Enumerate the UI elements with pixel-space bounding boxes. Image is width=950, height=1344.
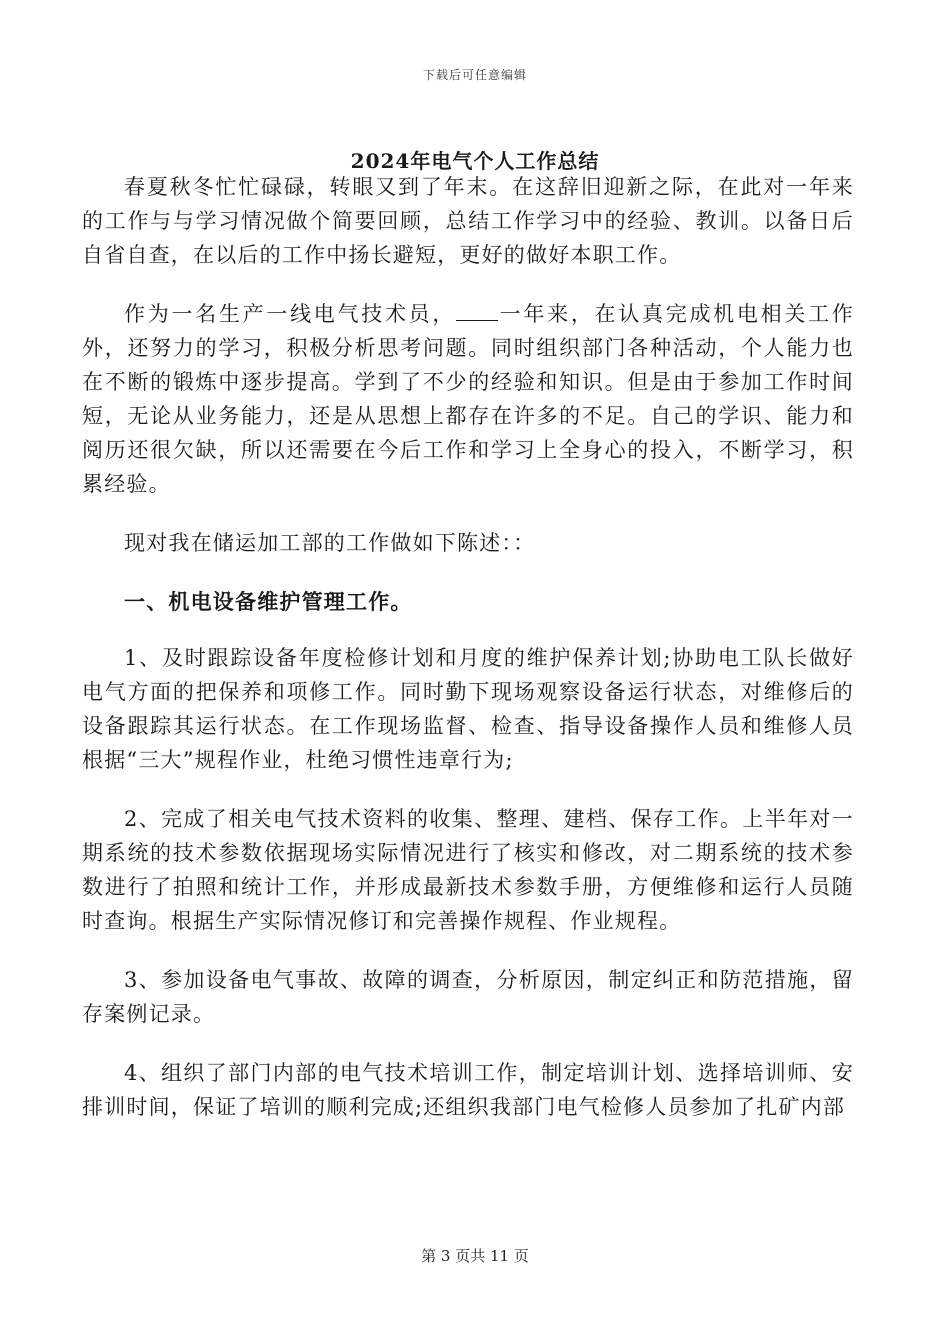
paragraph-role-end: 一年来，在认真完成机电相关工作外，还努力的学习，积极分析思考问题。同时组织部门各种活动，个人能力也在不断的锻炼中逐步提高。学到了不少的经验和知识。但是由于参加工作时间短，无论从业务能力，还是从思想上都存在许多的不足。自己的学识、能力和阅历还很欠缺，所以还需要在今后工作和学习上全身心的投入，不断学习，积累经验。	[82, 302, 854, 496]
list-item-3: 3、参加设备电气事故、故障的调查，分析原因，制定纠正和防范措施，留存案例记录。	[82, 968, 854, 1026]
list-item-2: 2、完成了相关电气技术资料的收集、整理、建档、保存工作。上半年对一期系统的技术参数依据现场实际情况进行了核实和修改，对二期系统的技术参数进行了拍照和统计工作，并形成最新技术参数手册，方便维修和运行人员随时查询。根据生产实际情况修订和完善操作规程、作业规程。	[82, 807, 854, 933]
header-note: 下载后可任意编辑	[422, 68, 527, 82]
list-item-1: 1、及时跟踪设备年度检修计划和月度的维护保养计划;协助电工队长做好电气方面的把保养和项修工作。同时勤下现场观察设备运行状态，对维修后的设备跟踪其运行状态。在工作现场监督、检查、指导设备操作人员和维修人员根据“三大”规程作业，杜绝习惯性违章行为;	[82, 646, 854, 772]
page-number: 第 3 页共 11 页	[421, 1247, 529, 1265]
paragraph-intro: 春夏秋冬忙忙碌碌，转眼又到了年末。在这辞旧迎新之际，在此对一年来的工作与与学习情况做个简要回顾，总结工作学习中的经验、教训。以备日后自省自查，在以后的工作中扬长避短，更好的做好本职工作。	[82, 175, 854, 267]
section-heading-1: 一、机电设备维护管理工作。	[124, 589, 413, 614]
paragraph-role-start: 作为一名生产一线电气技术员，	[124, 302, 457, 326]
document-body	[82, 170, 854, 1149]
list-item-4: 4、组织了部门内部的电气技术培训工作，制定培训计划、选择培训师、安排训时间，保证了培训的顺利完成;还组织我部门电气检修人员参加了扎矿内部	[82, 1061, 854, 1119]
fill-blank	[456, 302, 498, 321]
paragraph-statement: 现对我在储运加工部的工作做如下陈述：：	[124, 531, 536, 555]
document-title: 2024年电气个人工作总结	[350, 149, 600, 173]
paragraph-role	[82, 297, 854, 501]
